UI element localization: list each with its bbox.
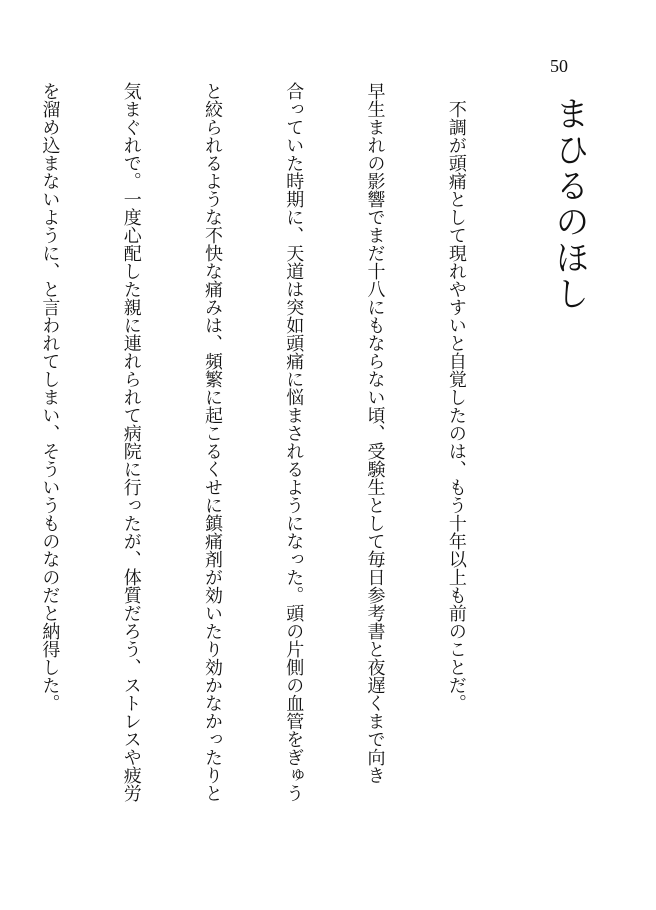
text-line-5: 気まぐれで。一度心配した親に連れられて病院に行ったが、体質だろう、ストレスや疲労	[120, 82, 142, 802]
text-line-4: と絞られるような不快な痛みは、頻繁に起こるくせに鎮痛剤が効いたり効かなかったりと	[201, 82, 223, 802]
body-text	[0, 82, 524, 828]
page-number: 50	[550, 56, 568, 76]
book-title: まひるのほし	[549, 96, 589, 312]
text-line-2: 早生まれの影響でまだ十八にもならない頃、受験生として毎日参考書と夜遅くまで向き	[364, 82, 386, 784]
text-line-1: 不調が頭痛として現れやすいと自覚したのは、もう十年以上も前のことだ。	[445, 82, 467, 712]
text-line-6: を溜め込まないように、と言われてしまい、そういうものなのだと納得した。	[39, 82, 61, 712]
text-line-3: 合っていた時期に、天道は突如頭痛に悩まされるようになった。頭の片側の血管をぎゅう	[283, 82, 305, 802]
